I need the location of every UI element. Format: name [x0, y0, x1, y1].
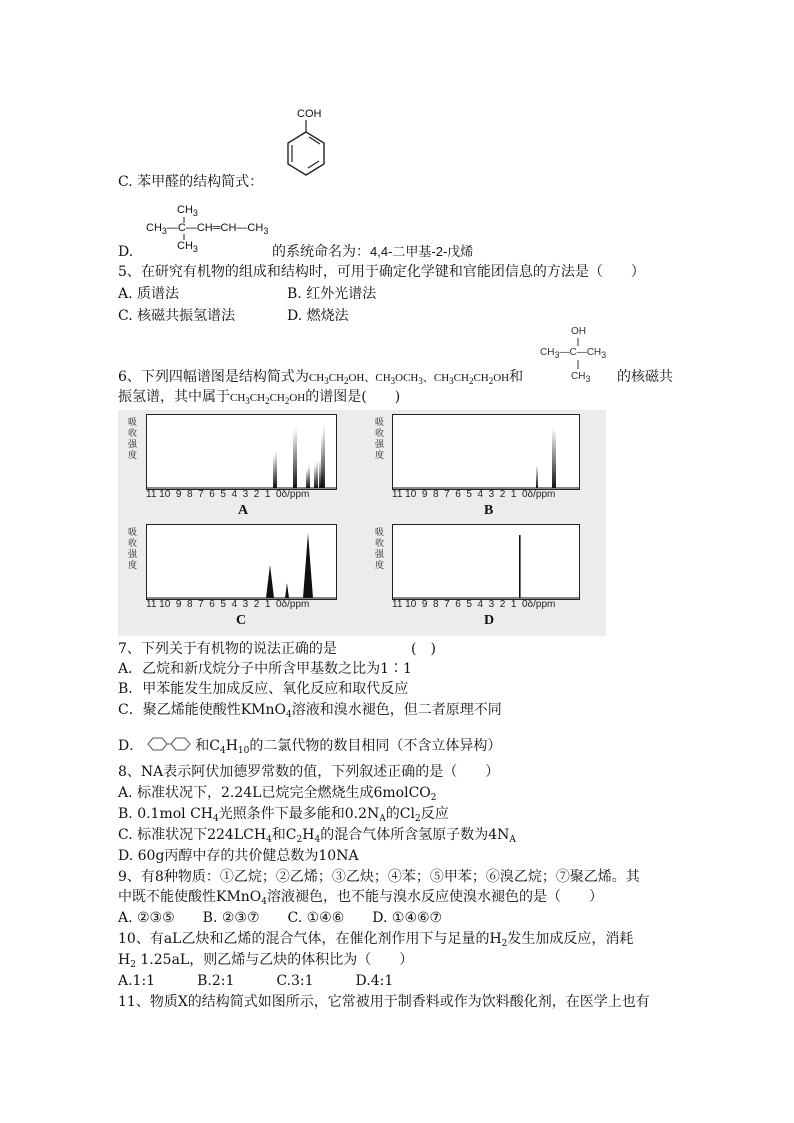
q7-option-c: C．聚乙烯能使酸性KMnO$_4$溶液和溴水褪色，但二者原理不同: [118, 702, 502, 720]
q5-option-b: B. 红外光谱法: [287, 286, 377, 302]
tick: 5: [220, 599, 226, 610]
panel-a-plot: [146, 414, 337, 490]
panel-a-peaks: [147, 415, 336, 489]
tick: 10: [159, 599, 171, 610]
q6-line1-tail: 的核磁共: [617, 369, 673, 385]
tick: 8: [432, 489, 439, 500]
q5-option-d: D. 燃烧法: [287, 308, 349, 324]
q7-stem: 7、下列关于有机物的说法正确的是: [118, 641, 337, 657]
panel-d-label: D: [484, 613, 495, 628]
tick: 6: [209, 599, 215, 610]
panel-d-axis: [392, 599, 555, 610]
tick: 1: [510, 599, 517, 610]
q10-stem-line2: $H_2$ 1.25aL，则乙烯与乙炔的体积比为（ ）: [118, 952, 414, 970]
tick: 9: [421, 599, 428, 610]
q5-stem: 5、在研究有机物的组成和结构时，可用于确定化学键和官能团信息的方法是（ ）: [118, 264, 645, 280]
axis-unit: δ/ppm: [527, 489, 556, 500]
panel-a-axis: [146, 489, 309, 500]
tick: 7: [198, 599, 204, 610]
tick: 9: [175, 489, 182, 500]
panel-a-ylabel: 吸收强度: [128, 418, 138, 461]
tick: 4: [231, 489, 238, 500]
tick: 6: [209, 489, 215, 500]
panel-b-axis: [392, 489, 555, 500]
q7-d-prefix: D．: [118, 738, 144, 754]
q5-option-c: C. 核磁共振氢谱法: [118, 308, 236, 324]
tick: 11: [392, 489, 403, 500]
panel-b-plot: [392, 414, 580, 490]
tick: 0: [275, 599, 282, 610]
q4d-struct-bot: $CH_3$: [177, 240, 198, 254]
tick: 4: [231, 599, 238, 610]
q4-option-c: C. 苯甲醛的结构简式：: [118, 174, 264, 190]
tick: 7: [198, 489, 204, 500]
q4d-suffix-text: 的系统命名为：: [272, 244, 370, 260]
q6-stem-line2: [118, 387, 400, 408]
tick: 11: [146, 599, 157, 610]
q6-struct-top: OH: [571, 326, 586, 337]
panel-d-plot: [392, 524, 580, 600]
tick: 1: [264, 599, 271, 610]
tick: 6: [455, 489, 461, 500]
panel-c-peaks: [147, 525, 336, 599]
axis-unit: δ/ppm: [527, 599, 556, 610]
tick: 9: [175, 599, 182, 610]
tick: 5: [466, 599, 472, 610]
panel-b-ylabel: 吸收强度: [375, 418, 385, 461]
tick: 1: [264, 489, 271, 500]
panel-b-label: B: [484, 503, 494, 518]
q9-stem-line1: 9、有8种物质：①乙烷；②乙烯；③乙炔；④苯；⑤甲苯；⑥溴乙烷；⑦聚乙烯。其: [118, 869, 640, 885]
q9-stem-line2: 中既不能使酸性KMnO$_4$溶液褪色，也不能与溴水反应使溴水褪色的是（ ）: [118, 889, 604, 907]
tick: 3: [242, 489, 249, 500]
panel-c-plot: [146, 524, 337, 600]
tick: 8: [186, 489, 193, 500]
tick: 10: [405, 599, 417, 610]
axis-unit: δ/ppm: [281, 489, 310, 500]
tick: 8: [186, 599, 193, 610]
q6-bond-lines: [576, 336, 580, 372]
q6-line2-a: 振氢谱，其中属于: [118, 389, 230, 405]
tick: 5: [466, 489, 472, 500]
tick: 7: [444, 599, 450, 610]
panel-c-label: C: [236, 613, 247, 628]
tick: 3: [488, 599, 495, 610]
tick: 10: [405, 489, 417, 500]
tick: 5: [220, 489, 226, 500]
q5-option-a: A. 质谱法: [118, 286, 180, 302]
q4-option-d-prefix: D.: [118, 244, 134, 260]
q7-d-text: 和$C_4H_{10}$的二氯代物的数目相同（不含立体异构）: [195, 738, 502, 756]
tick: 3: [488, 489, 495, 500]
q7-option-d: [118, 736, 501, 756]
axis-unit: δ/ppm: [281, 599, 310, 610]
tick: 4: [477, 489, 484, 500]
q4d-struct-mid: $CH_3—C—CH═CH—CH_3$: [146, 222, 269, 236]
q6-struct-mid: $CH_3—C—CH_3$: [540, 347, 607, 360]
q6-line1-and: 和: [509, 369, 524, 385]
q4d-struct-top: $CH_3$: [177, 204, 198, 218]
q4d-bond-lines: [182, 214, 186, 242]
q7-option-a: A．乙烷和新戊烷分子中所含甲基数之比为1∶1: [118, 661, 412, 677]
tick: 0: [275, 489, 282, 500]
tick: 8: [432, 599, 439, 610]
q8-stem: 8、NA表示阿伏加德罗常数的值，下列叙述正确的是（ ）: [118, 764, 500, 780]
tick: 0: [521, 599, 528, 610]
tick: 4: [477, 599, 484, 610]
q8-option-c: C. 标准状况下$224LCH_4$和$C_2H_4$的混合气体所含氢原子数为$4N_A$: [118, 827, 516, 845]
q8-option-b: B. 0.1mol $CH_4$光照条件下最多能和$0.2N_A$的$Cl_2$反应: [118, 806, 449, 824]
panel-a-label: A: [238, 503, 249, 518]
tick: 2: [253, 599, 260, 610]
tick: 2: [499, 489, 506, 500]
q7-option-b: B．甲苯能发生加成反应、氧化反应和取代反应: [118, 681, 409, 697]
panel-b-peaks: [393, 415, 579, 489]
q6-line2-formula: $CH_3CH_2CH_2OH$: [230, 392, 306, 406]
tick: 10: [159, 489, 171, 500]
tick: 11: [146, 489, 157, 500]
tick: 1: [510, 489, 517, 500]
tick: 7: [444, 489, 450, 500]
cho-group-label: COH: [297, 108, 322, 120]
q6-line1-formulas: $CH_3CH_2OH$、$CH_3OCH_3$、$CH_3CH_2CH_2OH$: [308, 372, 510, 386]
tick: 11: [392, 599, 403, 610]
tick: 9: [421, 489, 428, 500]
panel-c-ylabel: 吸收强度: [128, 528, 138, 571]
panel-d-peaks: [393, 525, 579, 599]
q6-stem-line1: [118, 367, 523, 388]
tick: 6: [455, 599, 461, 610]
tick: 2: [499, 599, 506, 610]
q11-stem-line1: 11、物质X的结构简式如图所示，它常被用于制香料或作为饮料酸化剂，在医学上也有: [118, 994, 650, 1010]
q4-option-d-suffix: [272, 242, 473, 262]
q7-paren: ( ): [411, 641, 436, 657]
q4d-answer-name: 4,4-二甲基-2-戊烯: [370, 244, 474, 259]
tick: 0: [521, 489, 528, 500]
q8-option-d: D. 60g丙醇中存的共价健总数为10NA: [118, 848, 359, 864]
q6-line2-c: 的谱图是( ): [305, 389, 401, 405]
tick: 3: [242, 599, 249, 610]
q8-option-a: A. 标准状况下，2.24L已烷完全燃烧生成6molCO$_2$: [118, 785, 437, 803]
q6-struct-bot: $CH_3$: [571, 371, 591, 384]
q9-options: A. ②③⑤ B. ②③⑦ C. ①④⑥ D. ①④⑥⑦: [118, 910, 443, 926]
q6-line1-a: 6、下列四幅谱图是结构简式为: [118, 369, 309, 385]
benzene-ring-structure: [270, 118, 330, 180]
q10-options: A.1:1 B.2:1 C.3:1 D.4:1: [118, 973, 394, 989]
panel-c-axis: [146, 599, 309, 610]
tick: 2: [253, 489, 260, 500]
q10-stem-line1: 10、有aL乙炔和乙烯的混合气体，在催化剂作用下与足量的$H_2$发生加成反应，消耗: [118, 931, 634, 949]
panel-d-ylabel: 吸收强度: [375, 528, 385, 571]
biphenyl-structure-icon: [143, 736, 195, 752]
